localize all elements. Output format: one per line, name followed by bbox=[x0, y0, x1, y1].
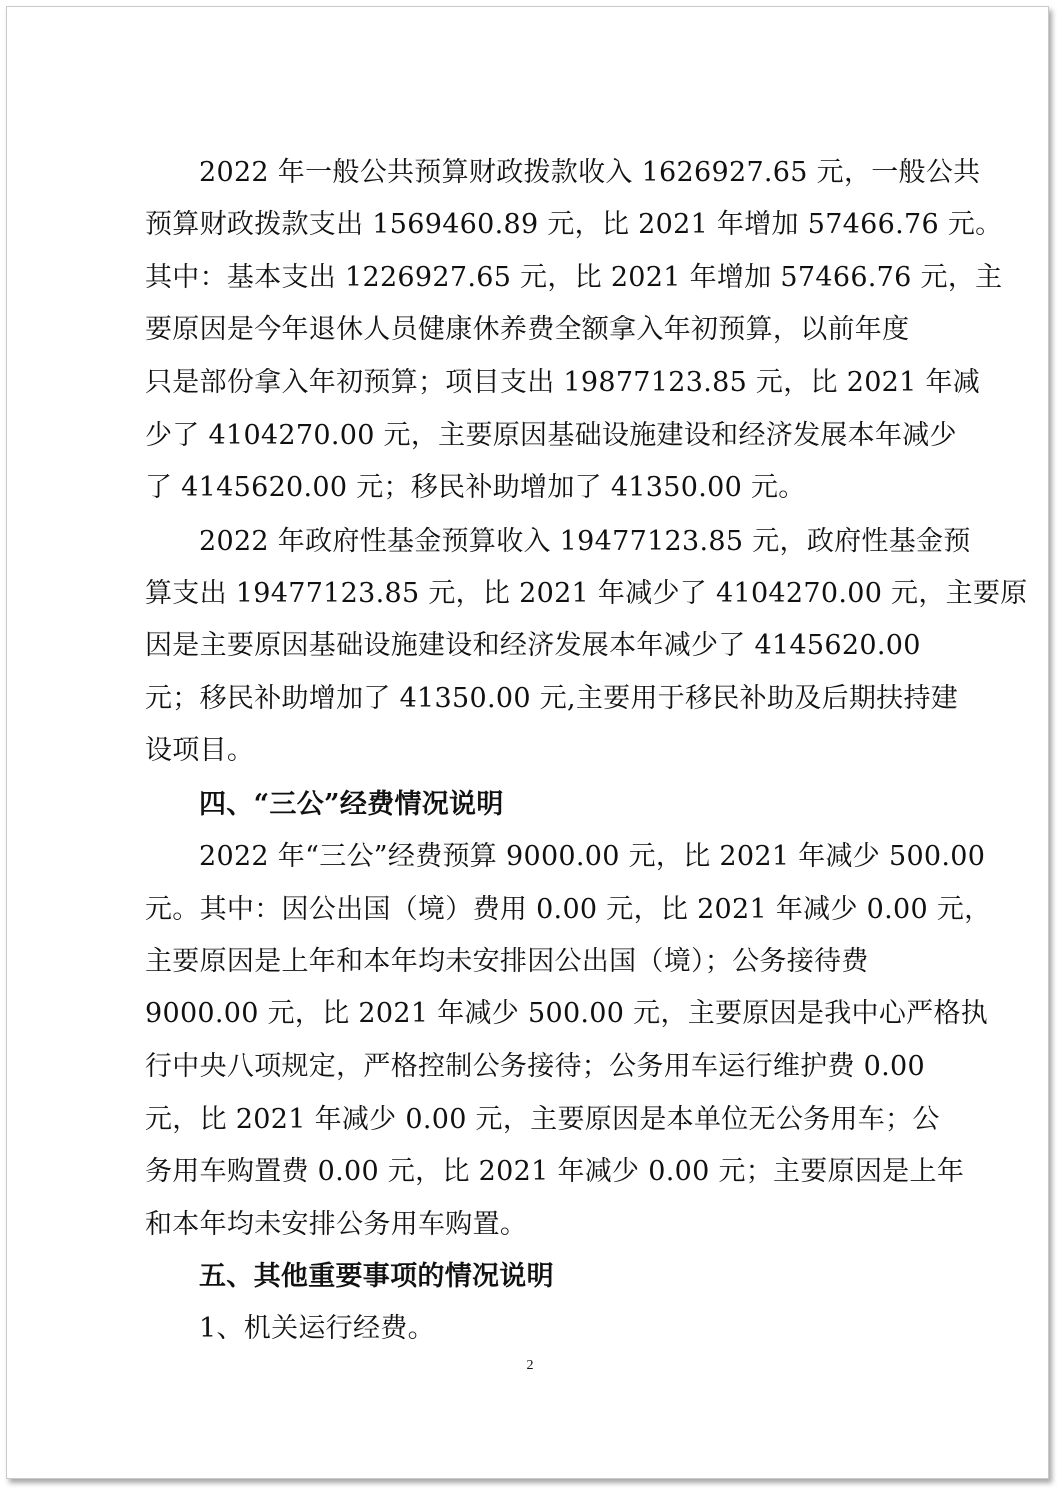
paragraph-line: 2022 年一般公共预算财政拨款收入 1626927.65 元，一般公共 bbox=[199, 157, 981, 188]
paragraph-line: 行中央八项规定，严格控制公务接待；公务用车运行维护费 0.00 bbox=[145, 1051, 925, 1082]
paragraph-line: 2022 年政府性基金预算收入 19477123.85 元，政府性基金预 bbox=[199, 526, 971, 557]
list-item: 1、机关运行经费。 bbox=[199, 1313, 435, 1344]
paragraph-line: 主要原因是上年和本年均未安排因公出国（境）；公务接待费 bbox=[145, 946, 869, 977]
paragraph-line: 少了 4104270.00 元，主要原因基础设施建设和经济发展本年减少 bbox=[145, 420, 957, 451]
paragraph-line: 和本年均未安排公务用车购置。 bbox=[145, 1209, 528, 1240]
paragraph-line: 只是部份拿入年初预算；项目支出 19877123.85 元，比 2021 年减 bbox=[145, 367, 981, 398]
paragraph-line: 算支出 19477123.85 元，比 2021 年减少了 4104270.00 元，主要原 bbox=[145, 578, 1028, 609]
section-heading-other-matters: 五、其他重要事项的情况说明 bbox=[199, 1261, 554, 1292]
paragraph-line: 设项目。 bbox=[145, 735, 255, 766]
paragraph-line: 务用车购置费 0.00 元，比 2021 年减少 0.00 元；主要原因是上年 bbox=[145, 1156, 965, 1187]
section-heading-sangong: 四、“三公”经费情况说明 bbox=[199, 789, 504, 820]
paragraph-line: 元。其中：因公出国（境）费用 0.00 元，比 2021 年减少 0.00 元， bbox=[145, 894, 992, 925]
paragraph-line: 9000.00 元，比 2021 年减少 500.00 元，主要原因是我中心严格执 bbox=[145, 998, 989, 1029]
paragraph-line: 因是主要原因基础设施建设和经济发展本年减少了 4145620.00 bbox=[145, 630, 921, 661]
paragraph-line: 元，比 2021 年减少 0.00 元，主要原因是本单位无公务用车；公 bbox=[145, 1104, 940, 1135]
page-number: 2 bbox=[526, 1358, 534, 1373]
paragraph-line: 要原因是今年退休人员健康休养费全额拿入年初预算，以前年度 bbox=[145, 314, 910, 345]
document-page bbox=[6, 6, 1049, 1479]
paragraph-line: 其中：基本支出 1226927.65 元，比 2021 年增加 57466.76 元，主 bbox=[145, 262, 1003, 293]
paragraph-line: 2022 年“三公”经费预算 9000.00 元，比 2021 年减少 500.00 bbox=[199, 841, 986, 872]
paragraph-line: 了 4145620.00 元；移民补助增加了 41350.00 元。 bbox=[145, 472, 806, 503]
paragraph-line: 元；移民补助增加了 41350.00 元,主要用于移民补助及后期扶持建 bbox=[145, 683, 959, 714]
paragraph-line: 预算财政拨款支出 1569460.89 元，比 2021 年增加 57466.76 元。 bbox=[145, 209, 1003, 240]
